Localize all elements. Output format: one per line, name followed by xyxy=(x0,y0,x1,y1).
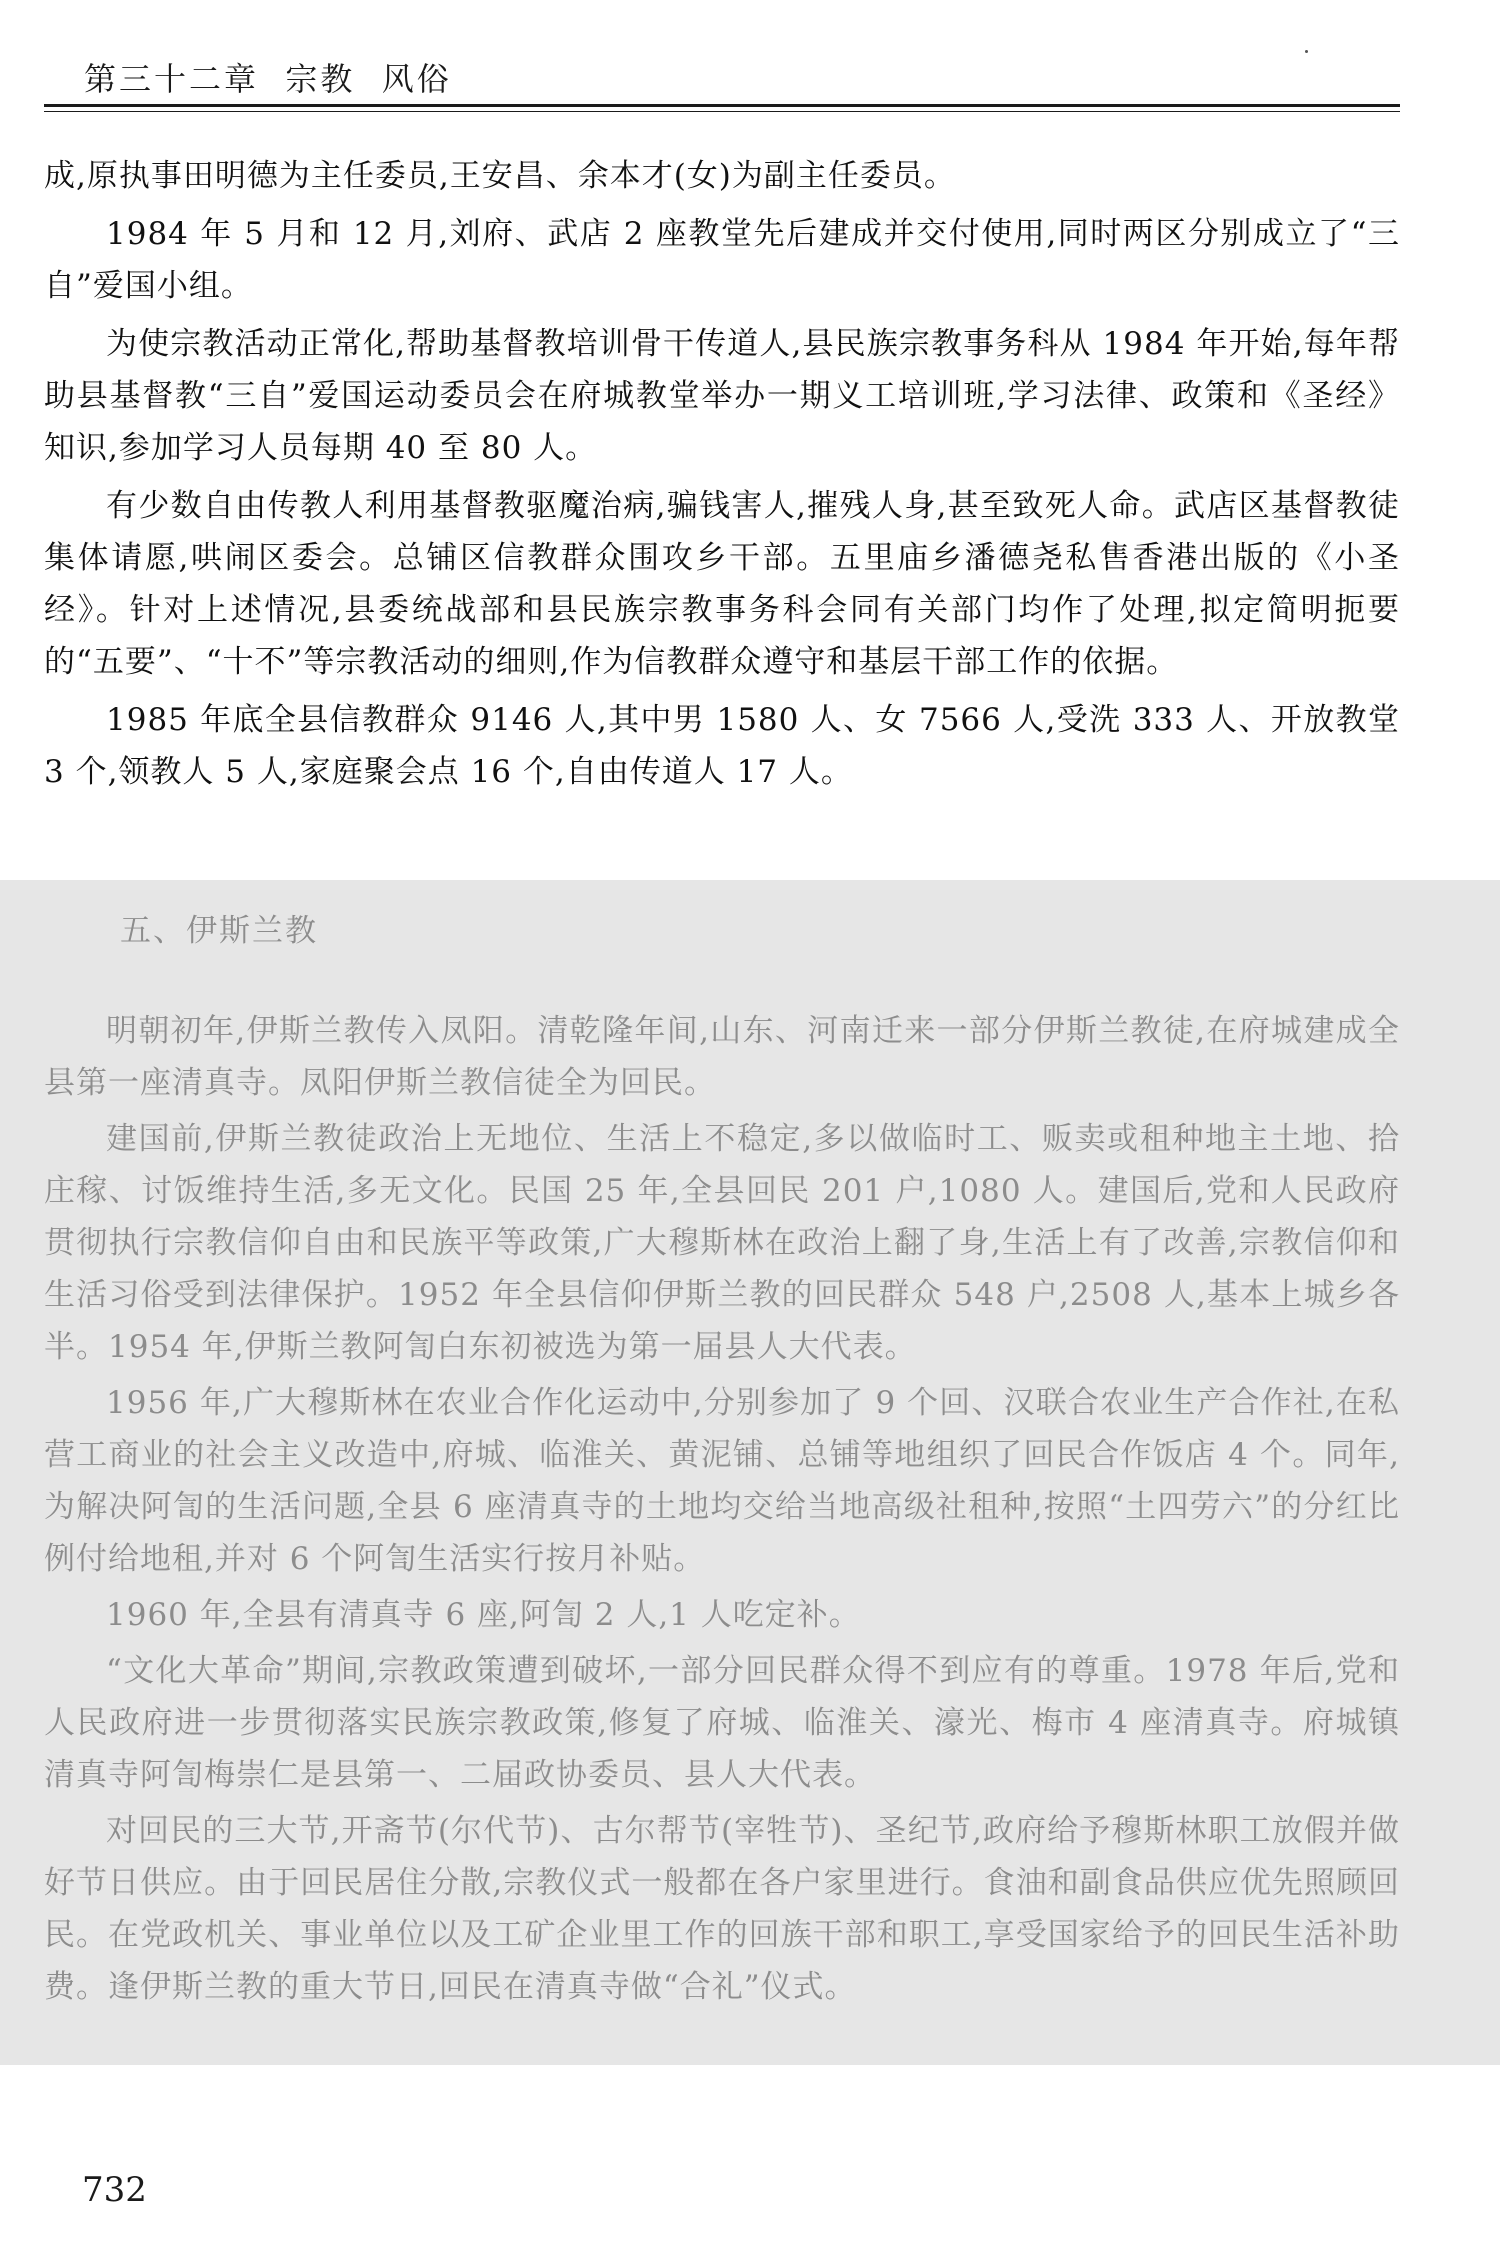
paragraph: 1956 年,广大穆斯林在农业合作化运动中,分别参加了 9 个回、汉联合农业生产合作社,在私营工商业的社会主义改造中,府城、临淮关、黄泥铺、总铺等地组织了回民合作饭店 4 个。同年,为解决阿訇的生活问题,全县 6 座清真寺的土地均交给当地高级社租种,按照“土四劳六”的分红比例付给地租,并对 6 个阿訇生活实行按月补贴。 xyxy=(44,1385,1400,1577)
paragraph: 成,原执事田明德为主任委员,王安昌、余本才(女)为副主任委员。 xyxy=(44,158,956,194)
paragraph: 1960 年,全县有清真寺 6 座,阿訇 2 人,1 人吃定补。 xyxy=(106,1597,861,1633)
paragraph: “文化大革命”期间,宗教政策遭到破坏,一部分回民群众得不到应有的尊重。1978 年后,党和人民政府进一步贯彻落实民族宗教政策,修复了府城、临淮关、濠光、梅市 4 座清真寺。府城镇清真寺阿訇梅崇仁是县第一、二届政协委员、县人大代表。 xyxy=(44,1653,1400,1793)
page-number: 732 xyxy=(82,2170,147,2210)
paragraph: 为使宗教活动正常化,帮助基督教培训骨干传道人,县民族宗教事务科从 1984 年开始,每年帮助县基督教“三自”爱国运动委员会在府城教堂举办一期义工培训班,学习法律、政策和《圣经》知识,参加学习人员每期 40 至 80 人。 xyxy=(44,326,1400,466)
paragraph: 明朝初年,伊斯兰教传入凤阳。清乾隆年间,山东、河南迁来一部分伊斯兰教徒,在府城建成全县第一座清真寺。凤阳伊斯兰教信徒全为回民。 xyxy=(44,1013,1400,1101)
scan-speck xyxy=(1305,50,1308,53)
paragraph: 1984 年 5 月和 12 月,刘府、武店 2 座教堂先后建成并交付使用,同时两区分别成立了“三自”爱国小组。 xyxy=(44,216,1400,304)
paragraph: 1985 年底全县信教群众 9146 人,其中男 1580 人、女 7566 人,受洗 333 人、开放教堂 3 个,领教人 5 人,家庭聚会点 16 个,自由传道人 17 人。 xyxy=(44,702,1400,790)
christianity-continued-text xyxy=(44,150,1400,804)
paragraph: 有少数自由传教人利用基督教驱魔治病,骗钱害人,摧残人身,甚至致死人命。武店区基督教徒集体请愿,哄闹区委会。总铺区信教群众围攻乡干部。五里庙乡潘德尧私售香港出版的《小圣经》。针对上述情况,县委统战部和县民族宗教事务科会同有关部门均作了处理,拟定简明扼要的“五要”、“十不”等宗教活动的细则,作为信教群众遵守和基层干部工作的依据。 xyxy=(44,488,1400,680)
section-heading: 五、伊斯兰教 xyxy=(120,913,318,949)
paragraph: 建国前,伊斯兰教徒政治上无地位、生活上不稳定,多以做临时工、贩卖或租种地主土地、拾庄稼、讨饭维持生活,多无文化。民国 25 年,全县回民 201 户,1080 人。建国后,党和人民政府贯彻执行宗教信仰自由和民族平等政策,广大穆斯林在政治上翻了身,生活上有了改善,宗教信仰和生活习俗受到法律保护。1952 年全县信仰伊斯兰教的回民群众 548 户,2508 人,基本上城乡各半。1954 年,伊斯兰教阿訇白东初被选为第一届县人大代表。 xyxy=(44,1121,1400,1365)
running-header: 第三十二章 宗教 风俗 xyxy=(84,60,452,98)
header-rule-thick xyxy=(44,104,1400,107)
islam-section-text xyxy=(44,1005,1400,2017)
header-rule-thin xyxy=(44,111,1400,112)
paragraph: 对回民的三大节,开斋节(尔代节)、古尔帮节(宰牲节)、圣纪节,政府给予穆斯林职工放假并做好节日供应。由于回民居住分散,宗教仪式一般都在各户家里进行。食油和副食品供应优先照顾回民。在党政机关、事业单位以及工矿企业里工作的回族干部和职工,享受国家给予的回民生活补助费。逢伊斯兰教的重大节日,回民在清真寺做“合礼”仪式。 xyxy=(44,1813,1400,2005)
